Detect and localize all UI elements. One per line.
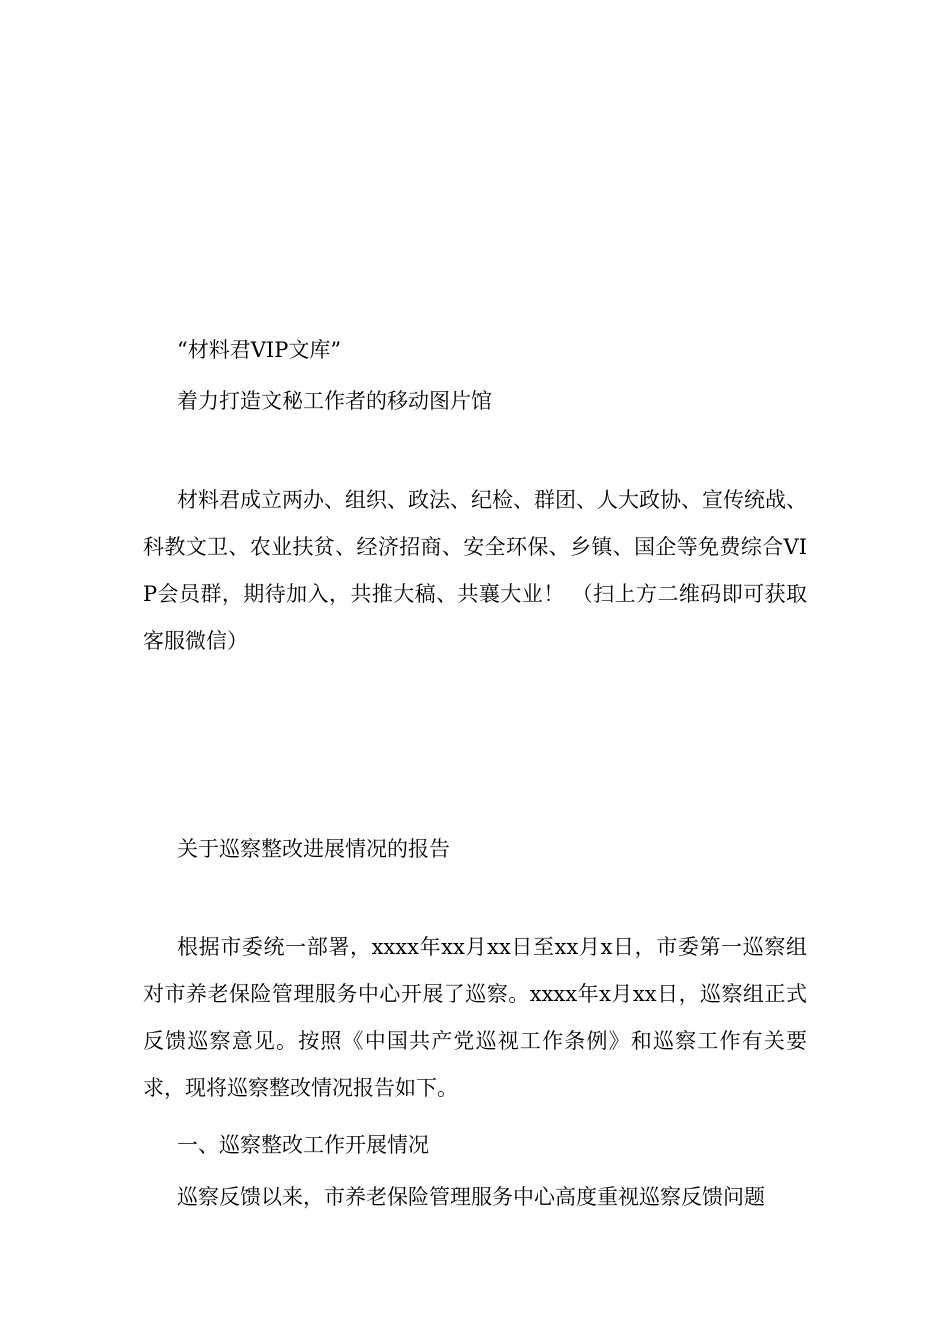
report-intro-paragraph: 根据市委统一部署，xxxx年xx月xx日至xx月x日，市委第一巡察组对市养老保险管理服务中心开展了巡察。xxxx年x月xx日，巡察组正式反馈巡察意见。按照《中国共产党巡视工作条例》和巡察工作有关要求，现将巡察整改情况报告如下。 bbox=[143, 935, 807, 1100]
section-heading: 一、巡察整改工作开展情况 bbox=[177, 1133, 429, 1157]
promo-body-paragraph: 材料君成立两办、组织、政法、纪检、群团、人大政协、宣传统战、科教文卫、农业扶贫、经济招商、安全环保、乡镇、国企等免费综合VIP会员群，期待加入，共推大稿、共襄大业！ （扫上方二维码即可获取客服微信） bbox=[143, 488, 807, 653]
promo-subtitle: 着力打造文秘工作者的移动图片馆 bbox=[177, 389, 492, 413]
section-body-paragraph: 巡察反馈以来，市养老保险管理服务中心高度重视巡察反馈问题 bbox=[177, 1185, 765, 1209]
report-title: 关于巡察整改进展情况的报告 bbox=[177, 837, 450, 861]
promo-title: “材料君VIP文库” bbox=[177, 338, 342, 362]
